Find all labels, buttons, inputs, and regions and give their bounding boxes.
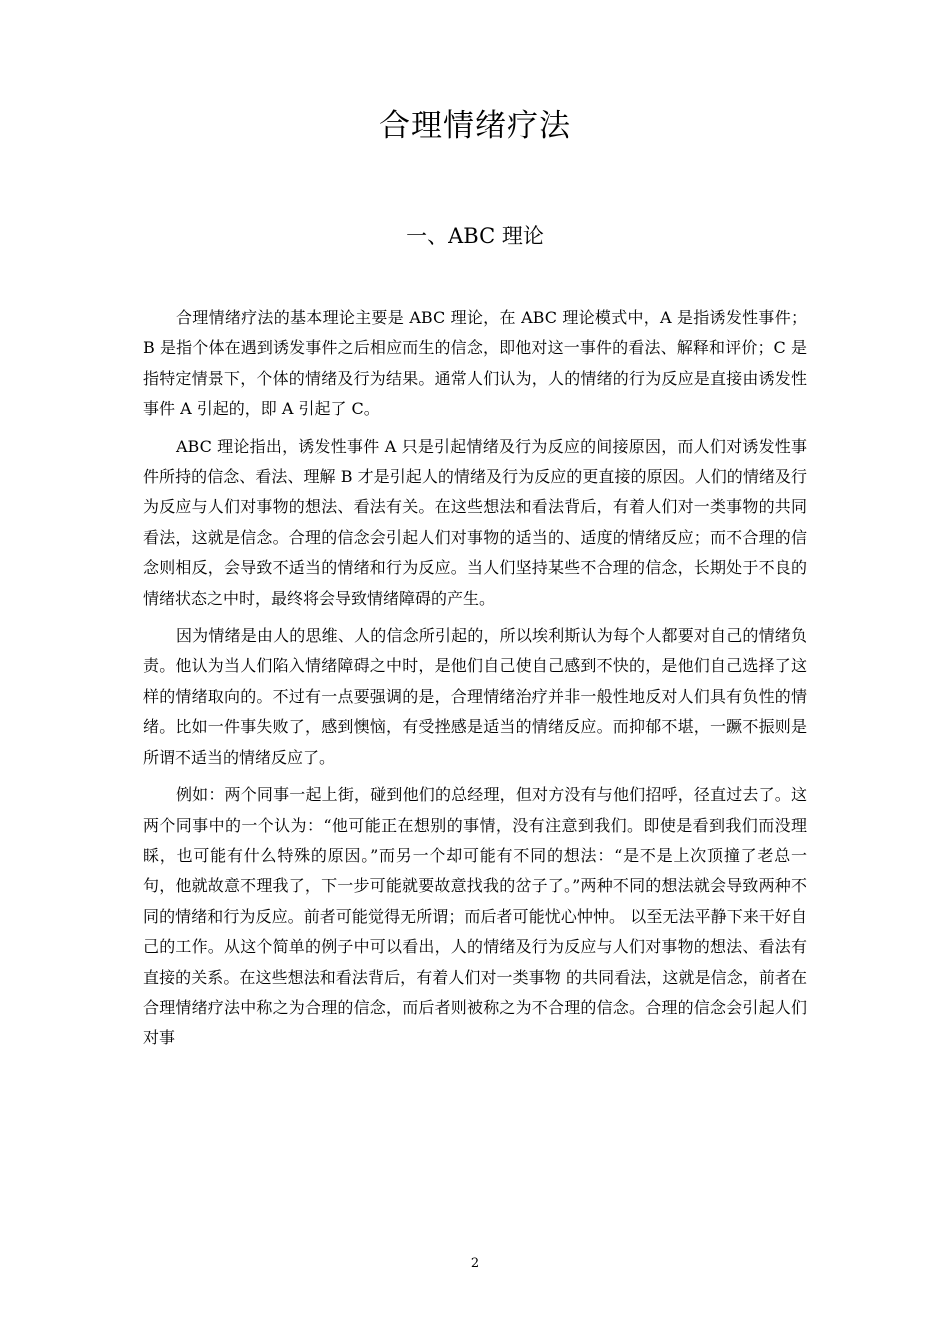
section-heading: 一、ABC 理论	[406, 224, 544, 248]
paragraph-emotional-responsibility: 因为情绪是由人的思维、人的信念所引起的，所以埃利斯认为每个人都要对自己的情绪负责。他认为当人们陷入情绪障碍之中时，是他们自己使自己感到不快的，是他们自己选择了这样的情绪取向的。不过有一点要强调的是，合理情绪治疗并非一般性地反对人们具有负性的情绪。比如一件事失败了，感到懊恼，有受挫感是适当的情绪反应。而抑郁不堪，一蹶不振则是所谓不适当的情绪反应了。	[143, 626, 807, 767]
paragraph-abc-definition: 合理情绪疗法的基本理论主要是 ABC 理论，在 ABC 理论模式中，A 是指诱发性事件；B 是指个体在遇到诱发事件之后相应而生的信念，即他对这一事件的看法、解释和评价；C 是指特定情景下，个体的情绪及行为结果。通常人们认为，人的情绪的行为反应是直接由诱发性事件 A 引起的，即 A 引起了 C。	[143, 308, 807, 419]
body-text	[143, 303, 807, 1061]
paragraph-abc-theory: ABC 理论指出，诱发性事件 A 只是引起情绪及行为反应的间接原因，而人们对诱发性事件所持的信念、看法、理解 B 才是引起人的情绪及行为反应的更直接的原因。人们的情绪及行为反应与人们对事物的想法、看法有关。在这些想法和看法背后，有着人们对一类事物的共同看法，这就是信念。合理的信念会引起人们对事物的适当的、适度的情绪反应；而不合理的信念则相反，会导致不适当的情绪和行为反应。当人们坚持某些不合理的信念，长期处于不良的情绪状态之中时，最终将会导致情绪障碍的产生。	[143, 436, 807, 608]
page-number: 2	[470, 1256, 480, 1271]
paragraph-example: 例如：两个同事一起上街，碰到他们的总经理，但对方没有与他们招呼，径直过去了。这两个同事中的一个认为：“他可能正在想别的事情，没有注意到我们。即使是看到我们而没理睬，也可能有什么特殊的原因。”而另一个却可能有不同的想法：“是不是上次顶撞了老总一句，他就故意不理我了，下一步可能就要故意找我的岔子了。”两种不同的想法就会导致两种不同的情绪和行为反应。前者可能觉得无所谓；而后者可能忧心忡忡。 以至无法平静下来干好自己的工作。从这个简单的例子中可以看出，人的情绪及行为反应与人们对事物的想法、看法有直接的关系。在这些想法和看法背后，有着人们对一类事物 的共同看法，这就是信念，前者在合理情绪疗法中称之为合理的信念，而后者则被称之为不合理的信念。合理的信念会引起人们对事	[143, 785, 807, 1048]
document-title: 合理情绪疗法	[379, 108, 571, 144]
